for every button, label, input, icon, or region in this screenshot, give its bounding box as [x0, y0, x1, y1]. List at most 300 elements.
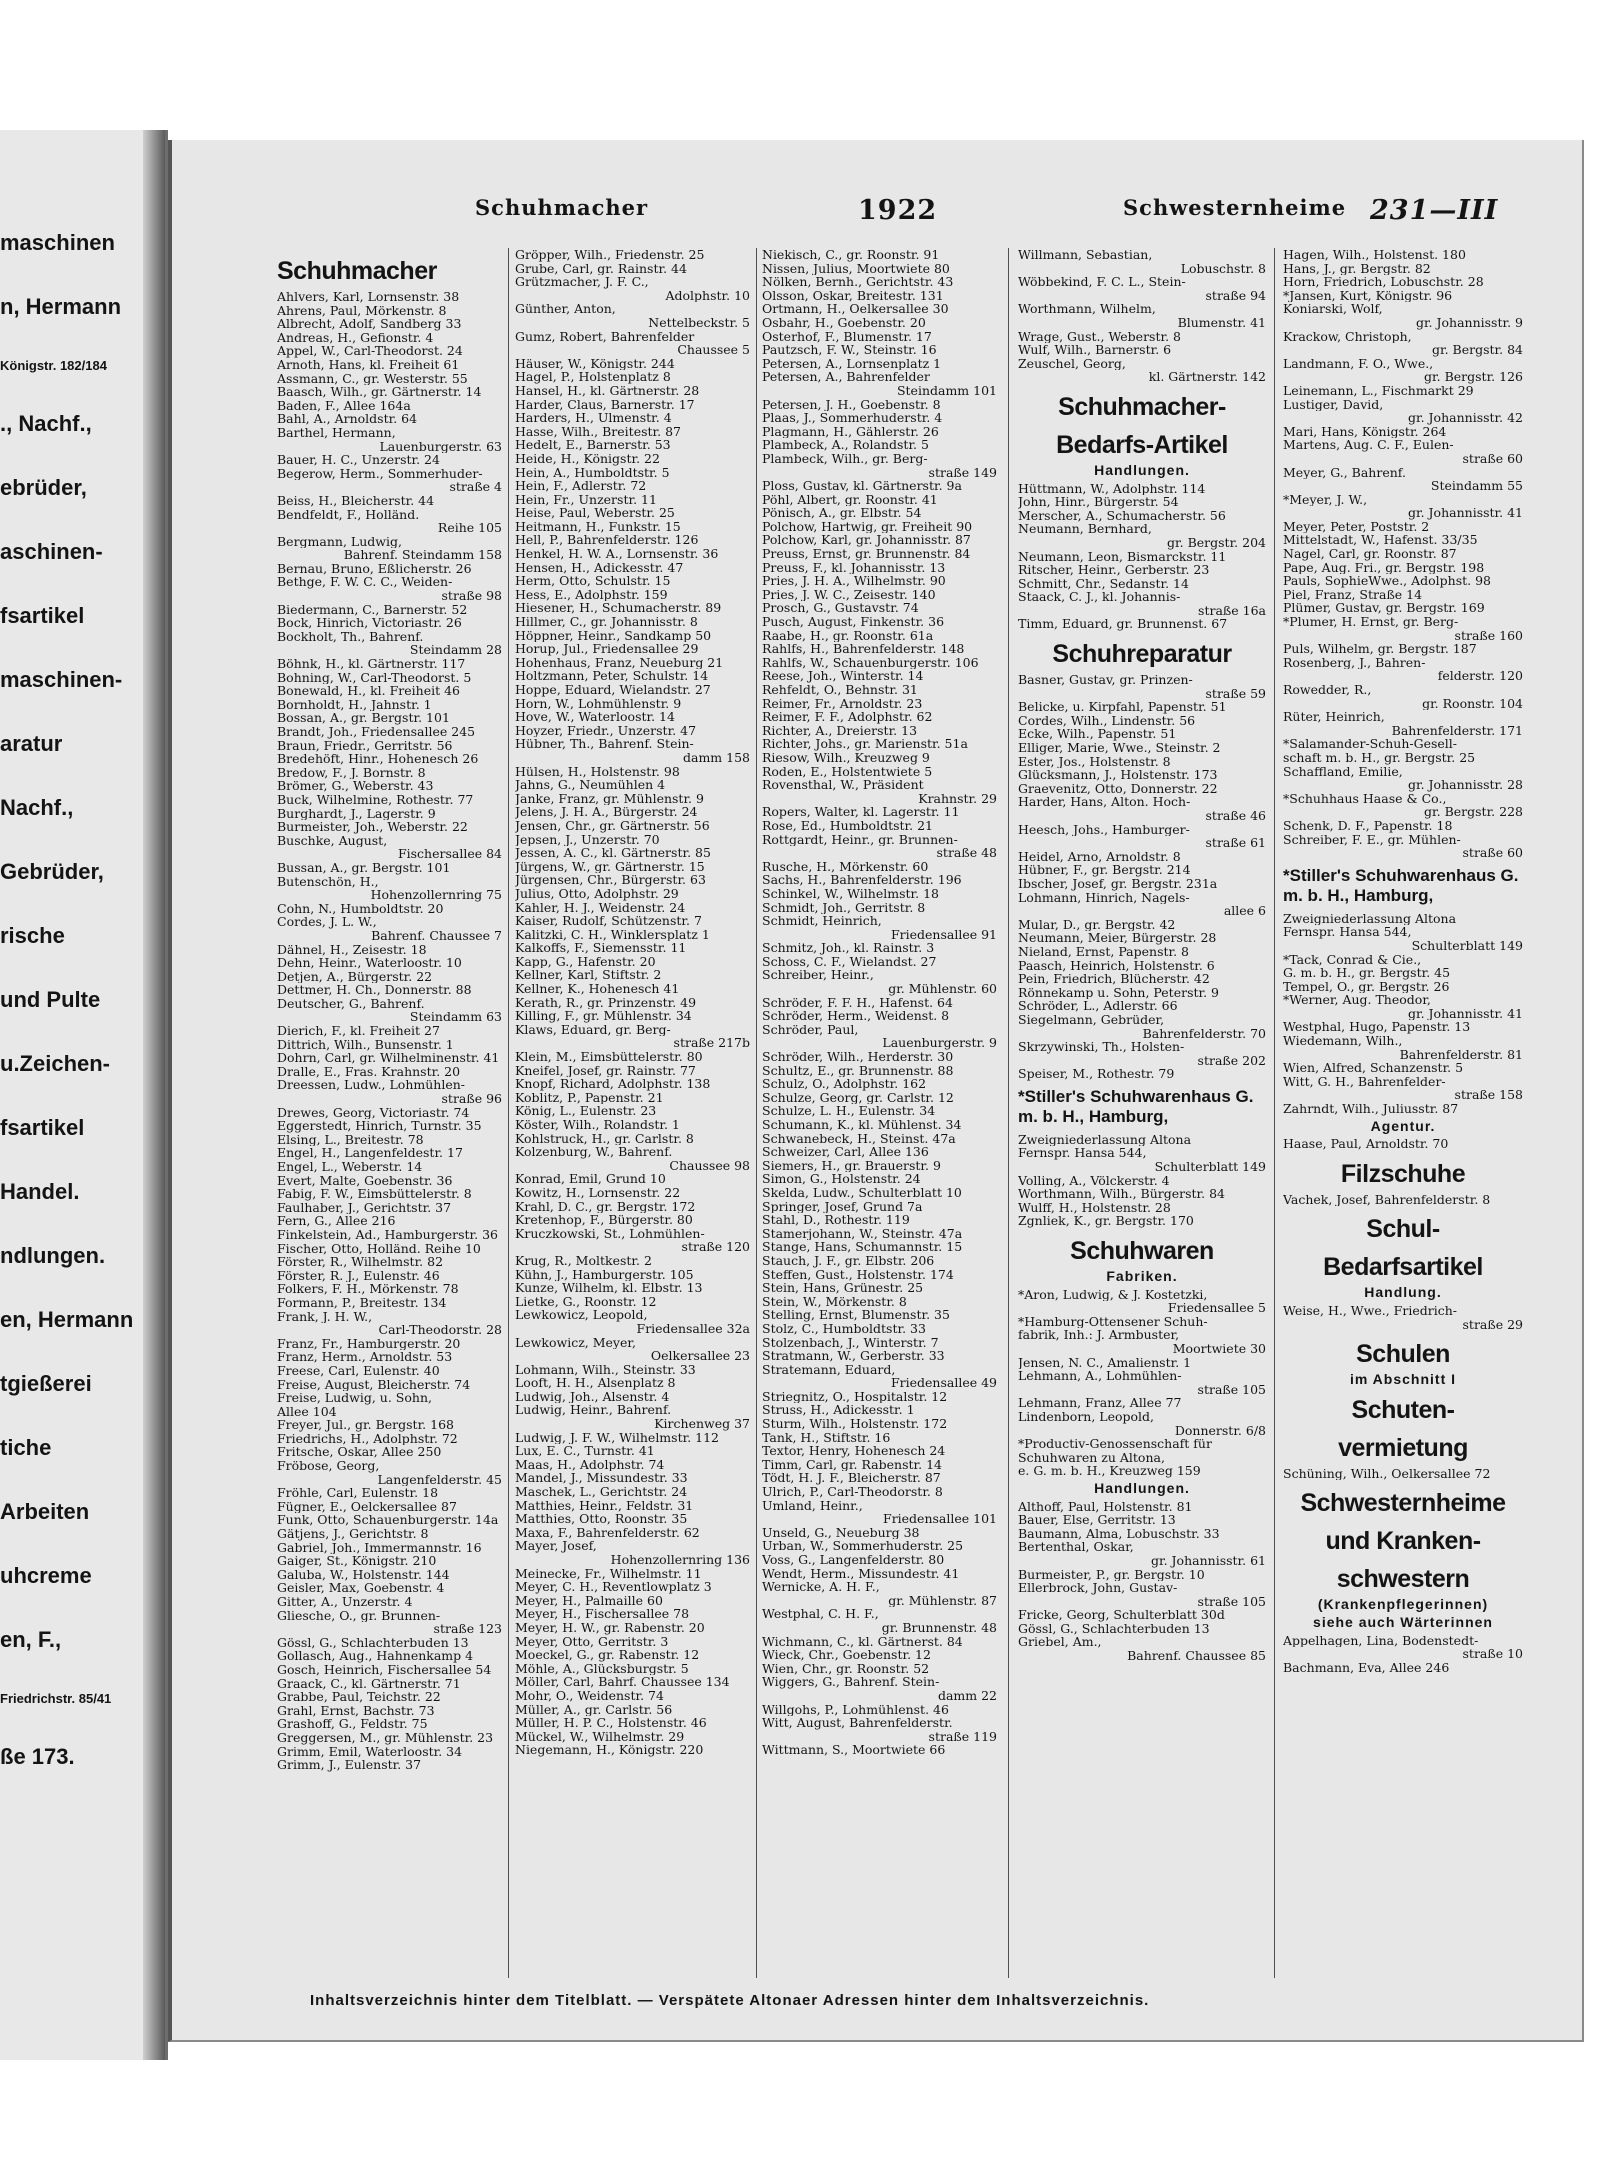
directory-entry: Gätjens, J., Gerichtstr. 8: [277, 1527, 429, 1541]
directory-entry: Burghardt, J., Lagerstr. 9: [277, 806, 436, 821]
directory-entry: Meyer, H., Fischersallee 78: [515, 1607, 690, 1621]
directory-entry: straße 120: [681, 1240, 750, 1254]
running-head-left: Schuhmacher: [475, 195, 649, 220]
directory-entry: Skrzywinski, Th., Holsten-: [1018, 1040, 1185, 1054]
directory-entry: Pöhl, Albert, gr. Roonstr. 41: [762, 492, 938, 507]
directory-entry: Hensen, H., Adickesstr. 47: [515, 560, 684, 575]
directory-entry: Sachs, H., Bahrenfelderstr. 196: [762, 873, 962, 887]
directory-entry: Neumann, Bernhard,: [1018, 522, 1152, 536]
directory-entry: Plaas, J., Sommerhuderstr. 4: [762, 411, 943, 425]
directory-entry: gr. Brunnenstr. 48: [881, 1620, 997, 1635]
directory-entry: Lohmann, Wilh., Steinstr. 33: [515, 1362, 696, 1377]
left-page-line: tiche: [0, 1435, 52, 1460]
directory-entry: straße 96: [441, 1092, 502, 1106]
directory-entry: Cordes, J. L. W.,: [277, 915, 377, 929]
directory-entry: Beiss, H., Bleicherstr. 44: [277, 493, 435, 508]
directory-entry: Stratmann, W., Gerberstr. 33: [762, 1349, 945, 1363]
directory-column-5: [1283, 248, 1523, 1988]
directory-entry: Lux, E. C., Turnstr. 41: [515, 1444, 655, 1458]
directory-entry: Speiser, M., Rothestr. 79: [1018, 1067, 1175, 1081]
directory-entry: Lewkowicz, Leopold,: [515, 1308, 648, 1322]
directory-entry: John, Hinr., Bürgerstr. 54: [1018, 495, 1179, 509]
section-heading: Schwesternheime: [1300, 1489, 1506, 1518]
directory-entry: Burmeister, Joh., Weberstr. 22: [277, 820, 468, 834]
directory-entry: Stolz, C., Humboldtstr. 33: [762, 1321, 926, 1336]
directory-entry: Reese, Joh., Winterstr. 14: [762, 669, 924, 683]
directory-entry: Bornholdt, H., Jahnstr. 1: [277, 697, 432, 712]
left-page-line: ndlungen.: [0, 1243, 106, 1268]
directory-entry: Müller, A., gr. Carlstr. 56: [515, 1702, 673, 1717]
directory-entry: straße 4: [449, 480, 502, 494]
directory-entry: Assmann, C., gr. Westerstr. 55: [277, 371, 468, 386]
directory-entry: Grimm, J., Eulenstr. 37: [277, 1758, 422, 1772]
directory-entry: Sturm, Wilh., Holstenstr. 172: [762, 1417, 948, 1431]
left-page-line: aratur: [0, 731, 63, 756]
directory-entry: Eggerstedt, Hinrich, Turnstr. 35: [277, 1119, 482, 1133]
advertisement: *Stiller's Schuhwarenhaus G. m. b. H., Hamburg,: [1283, 865, 1519, 905]
directory-entry: Bernau, Bruno, Eßlicherstr. 26: [277, 561, 472, 576]
directory-entry: *Salamander-Schuh-Gesell-: [1283, 737, 1458, 751]
directory-entry: Schröder, Wilh., Herderstr. 30: [762, 1050, 954, 1064]
directory-entry: gr. Mühlenstr. 87: [888, 1593, 997, 1608]
directory-entry: Hans, J., gr. Bergstr. 82: [1283, 261, 1431, 276]
directory-entry: Konrad, Emil, Grund 10: [515, 1172, 666, 1186]
directory-entry: Roden, E., Holstentwiete 5: [762, 764, 933, 779]
directory-entry: Stein, Hans, Grünestr. 25: [762, 1281, 924, 1295]
directory-entry: Bendfeldt, F., Holländ.: [277, 507, 420, 522]
directory-column-3: [762, 248, 997, 1988]
subsection-heading: Handlungen.: [1094, 461, 1190, 478]
directory-entry: Lietke, G., Roonstr. 12: [515, 1294, 657, 1309]
directory-entry: Wieck, Chr., Goebenstr. 12: [762, 1648, 931, 1662]
directory-column-2: [515, 248, 750, 1988]
directory-entry: Tempel, O., gr. Bergstr. 26: [1283, 979, 1450, 994]
directory-entry: Wiggers, G., Bahrenf. Stein-: [762, 1675, 940, 1689]
directory-entry: Gollasch, Aug., Hahnenkamp 4: [277, 1649, 474, 1663]
left-page-line: fsartikel: [0, 1115, 85, 1140]
directory-entry: gr. Johannisstr. 41: [1408, 506, 1523, 520]
directory-entry: Gaiger, St., Königstr. 210: [277, 1554, 437, 1568]
directory-entry: Witt, August, Bahrenfelderstr.: [762, 1716, 953, 1730]
directory-entry: Koblitz, P., Papenstr. 21: [515, 1090, 664, 1105]
directory-entry: Zweigniederlassung Altona: [1018, 1132, 1192, 1147]
directory-entry: Lindenborn, Leopold,: [1018, 1409, 1155, 1424]
left-page-line: maschinen: [0, 230, 115, 255]
directory-entry: Adolphstr. 10: [665, 288, 750, 303]
left-page-line: ebrüder,: [0, 475, 87, 500]
directory-entry: Jessen, A. C., kl. Gärtnerstr. 85: [515, 846, 711, 860]
directory-entry: damm 158: [683, 750, 750, 765]
directory-entry: Kerath, R., gr. Prinzenstr. 49: [515, 995, 697, 1010]
directory-entry: *Plumer, H. Ernst, gr. Berg-: [1283, 615, 1459, 629]
directory-entry: straße 119: [928, 1729, 997, 1744]
directory-entry: Horn, Friedrich, Lobuschstr. 28: [1283, 275, 1484, 289]
directory-entry: straße 98: [441, 589, 502, 603]
directory-entry: Appelhagen, Lina, Bodenstedt-: [1283, 1633, 1479, 1648]
directory-entry: Knopf, Richard, Adolphstr. 138: [515, 1077, 711, 1091]
directory-entry: Hein, F., Adlerstr. 72: [515, 479, 647, 493]
directory-entry: Chaussee 5: [677, 343, 750, 357]
directory-entry: Westphal, C. H. F.,: [762, 1607, 879, 1621]
directory-entry: Gabriel, Joh., Immermannstr. 16: [277, 1540, 482, 1555]
left-page-line: tgießerei: [0, 1371, 92, 1396]
directory-entry: Hell, P., Bahrenfelderstr. 126: [515, 533, 699, 548]
directory-entry: Kellner, K., Hohenesch 41: [515, 982, 680, 996]
directory-entry: Neumann, Leon, Bismarckstr. 11: [1018, 549, 1227, 564]
directory-entry: Bahrenfelderstr. 171: [1391, 723, 1523, 738]
directory-entry: Evert, Malte, Goebenstr. 36: [277, 1173, 453, 1188]
directory-entry: G. m. b. H., gr. Bergstr. 45: [1283, 966, 1451, 980]
directory-entry: Wulf, Wilh., Barnerstr. 6: [1018, 343, 1172, 357]
directory-entry: Heidel, Arno, Arnoldstr. 8: [1018, 849, 1181, 864]
directory-entry: Rose, Ed., Humboldtstr. 21: [762, 818, 933, 833]
directory-entry: Donnerstr. 6/8: [1174, 1423, 1266, 1438]
left-page-line: ., Nachf.,: [0, 411, 92, 436]
directory-entry: Förster, R., Wilhelmstr. 82: [277, 1255, 444, 1269]
directory-entry: straße 10: [1462, 1647, 1523, 1661]
directory-entry: Lehmann, Franz, Allee 77: [1018, 1396, 1182, 1410]
directory-entry: Müller, H. P. C., Holstenstr. 46: [515, 1716, 707, 1730]
directory-entry: Dralle, E., Fras. Krahnstr. 20: [277, 1064, 461, 1079]
directory-entry: Bonewald, H., kl. Freiheit 46: [277, 684, 460, 698]
directory-entry: gr. Johannisstr. 41: [1408, 1006, 1523, 1021]
directory-entry: Richter, Johs., gr. Marienstr. 51a: [762, 737, 968, 751]
directory-entry: Wiedemann, Wilh.,: [1283, 1034, 1403, 1048]
directory-entry: Willgohs, P., Lohmühlenst. 46: [762, 1702, 949, 1717]
directory-entry: Steffen, Gust., Holstenstr. 174: [762, 1267, 954, 1282]
directory-entry: Engel, L., Weberstr. 14: [277, 1160, 423, 1174]
directory-entry: Grimm, Emil, Waterloostr. 34: [277, 1744, 463, 1759]
directory-entry: *Hamburg-Ottensener Schuh-: [1018, 1314, 1208, 1329]
directory-entry: Schulz, O., Adolphstr. 162: [762, 1077, 927, 1091]
directory-entry: Schaffland, Emilie,: [1283, 764, 1403, 779]
left-page-line: Nachf.,: [0, 795, 74, 820]
directory-entry: Gliesche, O., gr. Brunnen-: [277, 1608, 441, 1623]
directory-entry: Voss, G., Langenfelderstr. 80: [762, 1553, 945, 1567]
directory-entry: Griebel, Am.,: [1018, 1635, 1102, 1650]
directory-entry: Hübner, F., gr. Bergstr. 214: [1018, 863, 1191, 877]
directory-entry: Fröbose, Georg,: [277, 1459, 380, 1473]
directory-entry: Osterhof, F., Blumenstr. 17: [762, 329, 932, 344]
directory-entry: Dettmer, H. Ch., Donnerstr. 88: [277, 983, 472, 997]
directory-entry: Fischer, Otto, Holländ. Reihe 10: [277, 1241, 481, 1256]
directory-entry: Umland, Heinr.,: [762, 1498, 863, 1513]
directory-entry: Klein, M., Eimsbüttelerstr. 80: [515, 1050, 703, 1064]
directory-column-4: [1018, 248, 1266, 1988]
directory-entry: Moeckel, G., gr. Rabenstr. 12: [515, 1648, 700, 1662]
subsection-heading: siehe auch Wärterinnen: [1313, 1613, 1493, 1630]
section-heading: Schuhmacher: [277, 257, 437, 285]
directory-entry: Stange, Hans, Schumannstr. 15: [762, 1240, 963, 1254]
directory-entry: Ortmann, H., Oelkersallee 30: [762, 302, 949, 316]
directory-entry: Heise, Paul, Weberstr. 25: [515, 506, 675, 520]
directory-entry: Ulrich, P., Carl-Theodorstr. 8: [762, 1485, 943, 1499]
directory-entry: Fügner, E., Oelckersallee 87: [277, 1499, 457, 1514]
directory-entry: Grützmacher, J. F. C.,: [515, 275, 649, 289]
directory-entry: Glücksmann, J., Holstenstr. 173: [1018, 768, 1218, 782]
left-page-line: maschinen-: [0, 667, 123, 692]
directory-entry: Krackow, Christoph,: [1283, 329, 1412, 344]
directory-entry: Martens, Aug. C. F., Eulen-: [1283, 438, 1454, 452]
directory-entry: Jürgensen, Chr., Bürgerstr. 63: [515, 873, 706, 887]
directory-entry: Jürgens, W., gr. Gärtnerstr. 15: [515, 859, 705, 874]
directory-entry: Unseld, G., Neueburg 38: [762, 1525, 920, 1540]
directory-entry: Franz, Herm., Arnoldstr. 53: [277, 1350, 453, 1364]
directory-entry: Schröder, Herm., Weidenst. 8: [762, 1009, 950, 1023]
directory-entry: Kirchenweg 37: [654, 1417, 750, 1431]
directory-entry: Grube, Carl, gr. Rainstr. 44: [515, 261, 687, 276]
directory-entry: Meyer, G., Bahrenf.: [1283, 465, 1406, 480]
directory-entry: Horn, W., Lohmühlenstr. 9: [515, 696, 682, 711]
directory-entry: Timm, Carl, gr. Rabenstr. 14: [762, 1457, 942, 1472]
directory-entry: Schoss, C. F., Wielandst. 27: [762, 954, 937, 969]
directory-entry: Detjen, A., Bürgerstr. 22: [277, 969, 433, 984]
directory-entry: Riesow, Wilh., Kreuzweg 9: [762, 750, 930, 765]
directory-entry: Schenk, D. F., Papenstr. 18: [1283, 818, 1453, 833]
directory-entry: Volling, A., Völckerstr. 4: [1018, 1173, 1170, 1188]
directory-entry: Zeuschel, Georg,: [1018, 356, 1126, 371]
section-heading: Schuten-: [1351, 1395, 1455, 1424]
directory-entry: Hohenzollernring 75: [370, 888, 502, 902]
directory-entry: straße 160: [1454, 628, 1523, 643]
directory-entry: Rahlfs, H., Bahrenfelderstr. 148: [762, 642, 965, 656]
directory-entry: Elsing, L., Breitestr. 78: [277, 1132, 424, 1147]
directory-entry: Braun, Friedr., Gerritstr. 56: [277, 738, 453, 753]
directory-entry: Grashoff, G., Feldstr. 75: [277, 1717, 428, 1731]
left-page-line: Friedrichstr. 85/41: [0, 1691, 112, 1706]
directory-entry: Worthmann, Wilh., Bürgerstr. 84: [1018, 1187, 1226, 1201]
directory-entry: Rovensthal, W., Präsident: [762, 778, 924, 792]
section-heading: schwestern: [1336, 1565, 1470, 1594]
section-heading: Schuhreparatur: [1052, 640, 1232, 669]
directory-entry: Meyer, Otto, Gerritstr. 3: [515, 1634, 669, 1649]
directory-entry: Ahlvers, Karl, Lornsenstr. 38: [277, 290, 460, 304]
section-heading: Schulen: [1356, 1340, 1450, 1369]
directory-entry: kl. Gärtnerstr. 142: [1148, 370, 1266, 384]
directory-entry: Engel, H., Langenfeldestr. 17: [277, 1146, 463, 1160]
left-page-line: fsartikel: [0, 603, 85, 628]
directory-entry: Kellner, Karl, Stiftstr. 2: [515, 968, 662, 983]
directory-entry: Geisler, Max, Goebenstr. 4: [277, 1581, 445, 1595]
directory-entry: Nettelbeckstr. 5: [648, 315, 750, 330]
directory-entry: Bahrenfelderstr. 81: [1399, 1047, 1523, 1062]
directory-entry: Neumann, Meier, Bürgerstr. 28: [1018, 931, 1217, 945]
directory-entry: Ploss, Gustav, kl. Gärtnerstr. 9a: [762, 479, 962, 493]
directory-entry: Ibscher, Josef, gr. Bergstr. 231a: [1018, 876, 1218, 891]
directory-entry: Faulhaber, J., Gerichtstr. 37: [277, 1200, 452, 1215]
directory-entry: Matthies, Heinr., Feldstr. 31: [515, 1498, 694, 1513]
directory-entry: gr. Johannisstr. 9: [1415, 315, 1523, 330]
directory-entry: Ahrens, Paul, Mörkenstr. 8: [277, 303, 447, 318]
directory-entry: Wulff, H., Holstenstr. 28: [1018, 1200, 1171, 1215]
directory-entry: Rosenberg, J., Bahren-: [1283, 655, 1426, 670]
directory-entry: Hübner, Th., Bahrenf. Stein-: [515, 737, 694, 751]
directory-entry: Bahrenf. Steindamm 158: [343, 548, 502, 562]
directory-entry: Henkel, H. W. A., Lornsenstr. 36: [515, 547, 719, 561]
directory-entry: Gröpper, Wilh., Friedenstr. 25: [515, 248, 705, 262]
directory-entry: *Tack, Conrad & Cie.,: [1283, 952, 1422, 967]
directory-entry: Krahl, D. C., gr. Bergstr. 172: [515, 1199, 696, 1214]
directory-entry: straße 29: [1462, 1317, 1523, 1332]
directory-entry: Fernspr. Hansa 544,: [1018, 1146, 1147, 1161]
subsection-heading: im Abschnitt I: [1349, 1371, 1457, 1388]
directory-entry: Ludwig, Joh., Alsenstr. 4: [515, 1389, 670, 1404]
directory-entry: Moortwiete 30: [1172, 1342, 1266, 1356]
directory-entry: Bredow, F., J. Bornstr. 8: [277, 765, 426, 780]
directory-entry: Rottgardt, Heinr., gr. Brunnen-: [762, 832, 958, 847]
section-heading: und Kranken-: [1325, 1527, 1481, 1556]
directory-entry: Andreas, H., Gefionstr. 4: [277, 330, 434, 345]
directory-entry: Pusch, August, Finkenstr. 36: [762, 615, 945, 629]
directory-entry: Heitmann, H., Funkstr. 15: [515, 519, 681, 534]
directory-entry: Formann, P., Breitestr. 134: [277, 1295, 447, 1310]
directory-entry: Mückel, W., Wilhelmstr. 29: [515, 1729, 685, 1744]
directory-entry: Elliger, Marie, Wwe., Steinstr. 2: [1018, 741, 1221, 755]
directory-entry: Harders, H., Ulmenstr. 4: [515, 411, 672, 425]
directory-entry: Piel, Franz, Straße 14: [1283, 587, 1423, 602]
directory-entry: Bahrenf. Chaussee 7: [371, 928, 502, 943]
directory-entry: Schulze, Georg, gr. Carlstr. 12: [762, 1090, 954, 1105]
directory-entry: Möller, Carl, Bahrf. Chaussee 134: [515, 1675, 730, 1689]
directory-entry: Pein, Friedrich, Blücherstr. 42: [1018, 972, 1210, 986]
directory-entry: gr. Roonstr. 104: [1422, 696, 1523, 711]
directory-entry: Kruczkowski, St., Lohmühlen-: [515, 1226, 705, 1241]
directory-entry: Landmann, F. O., Wwe.,: [1283, 356, 1434, 371]
directory-entry: straße 202: [1197, 1053, 1266, 1068]
directory-entry: Folkers, F. H., Mörkenstr. 78: [277, 1282, 459, 1296]
directory-entry: straße 94: [1205, 288, 1266, 303]
left-page-line: Arbeiten: [0, 1499, 90, 1524]
left-page-line: aschinen-: [0, 539, 103, 564]
directory-entry: gr. Mühlenstr. 60: [888, 982, 997, 996]
directory-entry: straße 105: [1197, 1594, 1266, 1609]
page-gutter-shadow: [143, 130, 165, 2060]
directory-entry: Zahrndt, Wilh., Juliusstr. 87: [1283, 1102, 1459, 1116]
directory-entry: Nissen, Julius, Moortwiete 80: [762, 261, 950, 276]
left-page-fragment: [0, 130, 168, 2060]
directory-entry: straße 149: [928, 465, 997, 480]
directory-entry: Raabe, H., gr. Roonstr. 61a: [762, 628, 934, 643]
directory-entry: Ropers, Walter, kl. Lagerstr. 11: [762, 805, 960, 819]
directory-entry: Plümer, Gustav, gr. Bergstr. 169: [1283, 601, 1485, 616]
directory-entry: Schwanebeck, H., Steinst. 47a: [762, 1131, 956, 1146]
footer-note: Inhaltsverzeichnis hinter dem Titelblatt. — Verspätete Altonaer Adressen hinter dem Inhaltsverzeichnis.: [310, 1992, 1150, 2009]
directory-entry: Möhle, A., Glücksburgstr. 5: [515, 1661, 689, 1676]
directory-entry: Wernicke, A. H. F.,: [762, 1580, 880, 1594]
directory-entry: Westphal, Hugo, Papenstr. 13: [1283, 1020, 1471, 1035]
directory-entry: Lehmann, A., Lohmühlen-: [1018, 1369, 1182, 1383]
directory-entry: Schumann, K., kl. Mühlenst. 34: [762, 1118, 962, 1132]
directory-entry: Rahlfs, W., Schauenburgerstr. 106: [762, 655, 979, 670]
directory-entry: Kahler, H. J., Weidenstr. 24: [515, 900, 686, 915]
directory-entry: Vachek, Josef, Bahrenfelderstr. 8: [1283, 1192, 1491, 1207]
directory-entry: Frank, J. H. W.,: [277, 1309, 373, 1324]
directory-entry: Pries, J. W. C., Zeisestr. 140: [762, 587, 936, 602]
directory-entry: *Productiv-Genossenschaft für: [1018, 1437, 1212, 1451]
left-page-line: Königstr. 182/184: [0, 358, 107, 373]
directory-entry: Mandel, J., Missundestr. 33: [515, 1471, 688, 1486]
directory-entry: Maxa, F., Bahrenfelderstr. 62: [515, 1525, 700, 1540]
directory-entry: Timm, Eduard, gr. Brunnenst. 67: [1018, 617, 1228, 632]
directory-entry: Hohenzollernring 136: [610, 1553, 750, 1567]
directory-entry: Meyer, C. H., Reventlowplatz 3: [515, 1580, 712, 1594]
directory-entry: Fernspr. Hansa 544,: [1283, 925, 1412, 939]
directory-entry: Bergmann, Ludwig,: [277, 534, 402, 549]
directory-entry: Hagel, P., Holstenplatz 8: [515, 370, 671, 384]
directory-entry: *Werner, Aug. Theodor,: [1283, 993, 1431, 1007]
directory-entry: Friedensallee 101: [883, 1512, 997, 1526]
directory-entry: Nagel, Carl, gr. Roonstr. 87: [1283, 547, 1457, 561]
directory-entry: Schulterblatt 149: [1411, 938, 1523, 953]
directory-entry: straße 46: [1205, 809, 1266, 823]
directory-entry: Prosch, G., Gustavstr. 74: [762, 601, 919, 616]
directory-entry: Zweigniederlassung Altona: [1283, 911, 1457, 926]
directory-entry: Burmeister, P., gr. Bergstr. 10: [1018, 1567, 1205, 1582]
section-heading: vermietung: [1338, 1433, 1468, 1462]
column-rule: [1008, 248, 1009, 1978]
directory-entry: Begerow, Herm., Sommerhuder-: [277, 466, 483, 481]
directory-entry: Köster, Wilh., Rolandstr. 1: [515, 1118, 680, 1132]
directory-entry: Schüning, Wilh., Oelkersallee 72: [1283, 1466, 1491, 1481]
directory-entry: Pauls, SophieWwe., Adolphst. 98: [1283, 574, 1492, 588]
directory-entry: Hove, W., Waterloostr. 14: [515, 710, 675, 724]
directory-entry: Schmidt, Heinrich,: [762, 914, 882, 928]
directory-entry: *Schuhhaus Haase & Co.,: [1283, 791, 1447, 806]
directory-entry: Greggersen, M., gr. Mühlenstr. 23: [277, 1730, 494, 1745]
directory-entry: Petersen, A., Bahrenfelder: [762, 370, 930, 384]
directory-entry: Buck, Wilhelmine, Rothestr. 77: [277, 792, 474, 807]
directory-entry: Willmann, Sebastian,: [1018, 248, 1153, 262]
section-heading: Schuhwaren: [1070, 1237, 1214, 1266]
directory-entry: Horup, Jul., Friedensallee 29: [515, 642, 699, 656]
directory-entry: Herm, Otto, Schulstr. 15: [515, 574, 671, 588]
directory-entry: gr. Johannisstr. 61: [1151, 1553, 1266, 1568]
directory-entry: Funk, Otto, Schauenburgerstr. 14a: [277, 1513, 499, 1528]
running-head-right: Schwesternheime: [1123, 195, 1347, 220]
directory-entry: Mari, Hans, Königstr. 264: [1283, 424, 1447, 439]
directory-entry: Gössl, G., Schlachterbuden 13: [277, 1635, 469, 1650]
directory-entry: Butenschön, H.,: [277, 874, 379, 889]
directory-entry: Bahrenfelderstr. 70: [1142, 1026, 1266, 1041]
directory-entry: Bauer, Else, Gerritstr. 13: [1018, 1513, 1176, 1527]
directory-entry: Schweizer, Carl, Allee 136: [762, 1145, 929, 1159]
directory-entry: Albrecht, Adolf, Sandberg 33: [277, 317, 462, 331]
directory-entry: *Meyer, J. W.,: [1283, 492, 1368, 507]
subsection-heading: Handlungen.: [1094, 1479, 1190, 1496]
directory-entry: Zgnliek, K., gr. Bergstr. 170: [1018, 1214, 1194, 1229]
directory-entry: Meyer, Peter, Poststr. 2: [1283, 519, 1430, 534]
directory-entry: Reimer, F. F., Adolphstr. 62: [762, 710, 933, 724]
directory-entry: Stahl, D., Rothestr. 119: [762, 1213, 910, 1227]
directory-entry: Siemers, H., gr. Brauerstr. 9: [762, 1158, 941, 1173]
directory-entry: Appel, W., Carl-Theodorst. 24: [277, 344, 463, 358]
directory-entry: damm 22: [937, 1688, 997, 1703]
left-page-line: ße 173.: [0, 1744, 75, 1769]
left-page-line: Handel.: [0, 1179, 80, 1204]
directory-entry: Pautzsch, F. W., Steinstr. 16: [762, 343, 937, 357]
directory-entry: Harder, Claus, Barnerstr. 17: [515, 397, 695, 412]
directory-entry: Witt, G. H., Bahrenfelder-: [1283, 1074, 1446, 1089]
directory-entry: Schröder, L., Adlerstr. 66: [1018, 999, 1178, 1013]
advertisement: *Stiller's Schuhwarenhaus G. m. b. H., Hamburg,: [1018, 1086, 1254, 1126]
directory-entry: straße 61: [1205, 836, 1266, 850]
directory-entry: straße 158: [1454, 1088, 1523, 1103]
directory-entry: Dohrn, Carl, gr. Wilhelminenstr. 41: [277, 1051, 500, 1065]
directory-entry: Springer, Josef, Grund 7a: [762, 1199, 923, 1214]
directory-entry: Heide, H., Königstr. 22: [515, 451, 660, 466]
directory-entry: Hohenhaus, Franz, Neueburg 21: [515, 655, 724, 670]
directory-entry: Hagen, Wilh., Holstenst. 180: [1283, 248, 1466, 262]
